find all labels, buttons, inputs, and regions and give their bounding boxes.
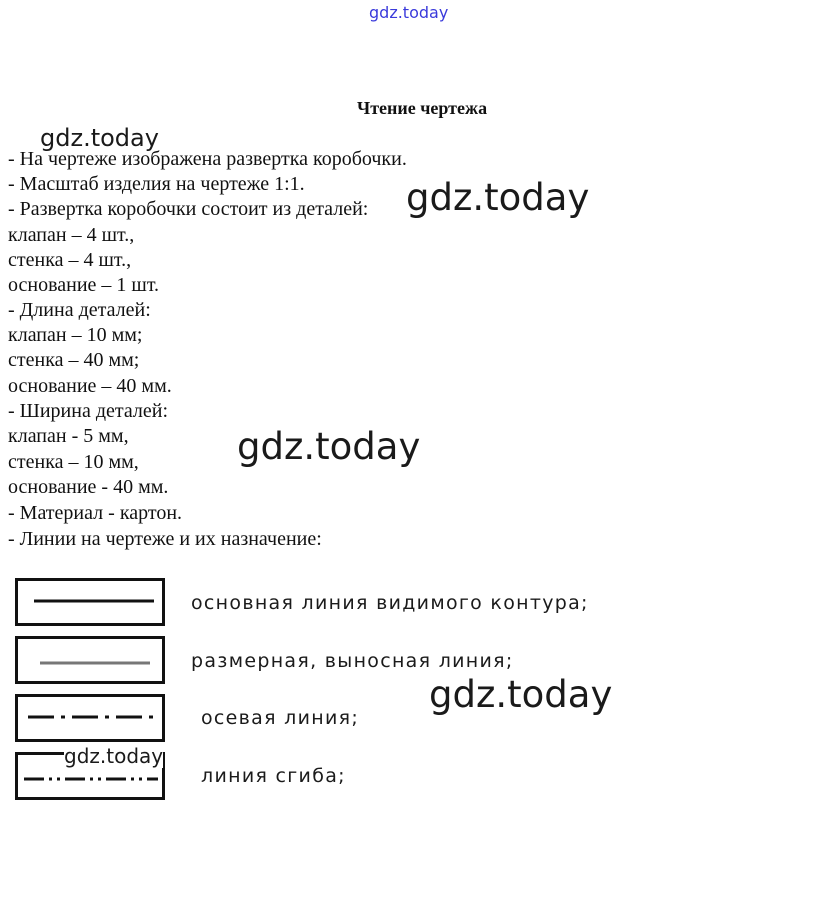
text-line: - Ширина деталей:	[8, 400, 169, 422]
legend-swatch-solid-thin	[15, 636, 165, 684]
watermark: gdz.today	[40, 124, 159, 152]
text-line: основание – 1 шт.	[8, 274, 160, 296]
text-line: - Развертка коробочки состоит из деталей:	[8, 198, 369, 220]
solid-thick-line-icon	[18, 581, 162, 623]
legend-label: размерная, выносная линия;	[191, 650, 514, 672]
legend-label: линия сгиба;	[201, 765, 346, 787]
text-line: стенка – 4 шт.,	[8, 249, 132, 271]
watermark: gdz.today	[237, 425, 421, 468]
legend-swatch-solid-thick	[15, 578, 165, 626]
text-line: клапан - 5 мм,	[8, 425, 129, 447]
text-line: стенка – 40 мм;	[8, 349, 140, 371]
text-line: - Линии на чертеже и их назначение:	[8, 528, 322, 550]
text-line: стенка – 10 мм,	[8, 451, 139, 473]
watermark: gdz.today	[64, 744, 164, 768]
text-line: - На чертеже изображена развертка коробочки.	[8, 148, 407, 170]
text-line: клапан – 10 мм;	[8, 324, 143, 346]
thin-line-icon	[18, 639, 162, 681]
legend-swatch-dash-dot	[15, 694, 165, 742]
text-line: - Длина деталей:	[8, 299, 151, 321]
watermark-top: gdz.today	[369, 3, 449, 22]
dash-dot-line-icon	[18, 697, 162, 739]
watermark: gdz.today	[406, 176, 590, 219]
text-line: - Материал - картон.	[8, 502, 183, 524]
legend-label: осевая линия;	[201, 707, 360, 729]
watermark: gdz.today	[429, 673, 613, 716]
text-line: основание – 40 мм.	[8, 375, 172, 397]
text-line: клапан – 4 шт.,	[8, 224, 135, 246]
page-title: Чтение чертежа	[357, 98, 488, 118]
text-line: - Масштаб изделия на чертеже 1:1.	[8, 173, 305, 195]
legend-label: основная линия видимого контура;	[191, 592, 589, 614]
text-line: основание - 40 мм.	[8, 476, 169, 498]
